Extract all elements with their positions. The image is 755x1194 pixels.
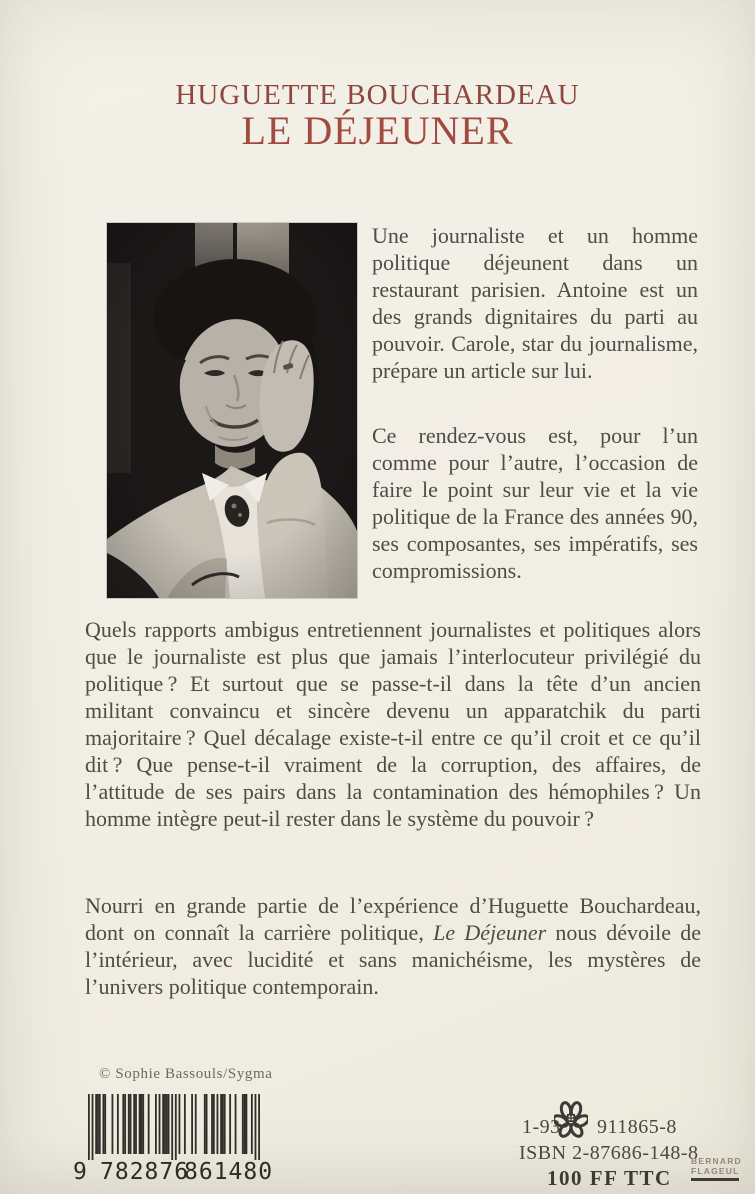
closing-book-title: Le Déjeuner	[433, 920, 547, 945]
edition-code-right: 911865-8	[597, 1116, 677, 1138]
publisher-mark-rule	[691, 1178, 739, 1181]
synopsis-paragraph-3: Quels rapports ambigus entretiennent journalistes et politiques alors que le journaliste est plus que jamais l’interlocuteur privilégié du politique ? Et surtout que se passe-t-il dans la tête d’un ancien militant convaincu et sincère devenu un apparatchik du parti majoritaire ? Quel décalage existe-t-il entre ce qu’il croit et ce qu’il dit ? Que pense-t-il vraiment de la corruption, des affaires, de l’attitude de ses pairs dans la contamination des hémophiles ? Un homme intègre peut-il rester dans le système du pouvoir ?	[85, 617, 701, 831]
author-name: HUGUETTE BOUCHARDEAU	[175, 79, 580, 111]
book-title: LE DÉJEUNER	[241, 108, 514, 153]
publisher-mark	[691, 1157, 741, 1181]
closing-text-pre: Nourri en grande partie de l’expérience d’Huguette Bouchardeau, dont on connaît la carrière politique,	[85, 893, 701, 945]
photo-credit: © Sophie Bassouls/Sygma	[99, 1066, 273, 1082]
edition-code-left: 1-93	[522, 1116, 561, 1138]
synopsis-paragraph-4	[85, 892, 701, 1000]
portrait-illustration	[107, 223, 357, 598]
synopsis-paragraph-2: Ce rendez-vous est, pour l’un comme pour l’autre, l’occasion de faire le point sur leur vie et la vie politique de la France des années 90, ses composantes, ses impératifs, ses compromissions.	[372, 423, 698, 583]
publisher-name-bottom: FLAGEUL	[691, 1165, 740, 1176]
barcode-lead-digit: 9	[73, 1159, 88, 1185]
barcode-digits-right: 861480	[184, 1159, 274, 1185]
barcode-digits-left: 782876	[100, 1159, 190, 1185]
synopsis-paragraph-1: Une journaliste et un homme politique déjeunent dans un restaurant parisien. Antoine est un des grands dignitaires du parti au pouvoir. Carole, star du journalisme, prépare un article sur lui.	[372, 223, 698, 383]
publisher-name-top: BERNARD	[691, 1156, 742, 1166]
closing-text-post: nous dévoile de l’intérieur, avec lucidité et sans manichéisme, les mystères de l’univers politique contemporain.	[85, 920, 701, 999]
price: 100 FF TTC	[547, 1166, 672, 1190]
isbn: ISBN 2-87686-148-8	[519, 1142, 699, 1164]
ean-barcode	[88, 1094, 260, 1165]
publisher-fleuron-icon	[554, 1101, 588, 1143]
author-photo	[107, 223, 357, 598]
